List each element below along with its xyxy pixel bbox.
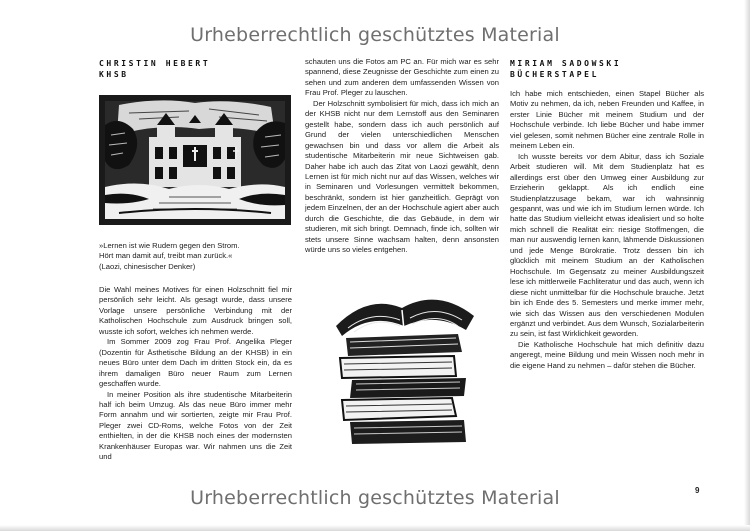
quote-line-2: Hört man damit auf, treibt man zurück.«	[99, 251, 233, 261]
left-paragraph-3: In meiner Position als ihre studentische Mitarbeiterin half ich beim Umzug. Als das neue Büro immer mehr Form annahm und wir sortierten, zeigte mir Frau Prof. Pleger zwei CD-Roms, welche Fotos von der Zeit enthielten, in der die KHSB noch eines der modernsten Krankenhäuser Europas war. Wir nahmen uns die Zeit und	[99, 389, 292, 462]
page-number: 9	[695, 486, 700, 495]
quote-line-3: (Laozi, chinesischer Denker)	[99, 261, 196, 271]
woodcut-building-image	[99, 95, 291, 225]
left-paragraph-1: Die Wahl meines Motives für einen Holzschnitt fiel mir persönlich sehr leicht. Als gesagt wurde, dass unsere Vorlage unsere persönliche Verbindung mit der Katholischen Hochschule zum Ausdruck bringen soll, wusste ich sofort, welches ich nehmen werde.	[99, 285, 292, 336]
watermark-bottom: Urheberrechtlich geschütztes Material	[190, 487, 560, 509]
middle-body-text	[305, 57, 499, 256]
right-paragraph-1: Ich habe mich entschieden, einen Stapel Bücher als Motiv zu nehmen, da ich, neben Freunden und Kaffee, in erster Linie Bücher mit meinem Studium und der Hochschule verbinde. Ich liebe Bücher und habe immer viel gelesen, somit nehmen Bücher eine zentrale Rolle in meinem Leben ein.	[510, 89, 704, 151]
laozi-quote	[99, 241, 299, 272]
page-shadow-right	[744, 0, 750, 531]
right-author-heading	[510, 58, 621, 80]
middle-paragraph-2: Der Holzschnitt symbolisiert für mich, dass ich mich an der KHSB nicht nur dem Lernstoff aus den Seminaren gestellt habe, sondern dass ich auch persönlich auf Grund der vielen unterschiedlichen Menschen gewachsen bin und dass vor allem die Arbeit als studentische Mitarbeiterin mir neue Sichtweisen gab. Daher habe ich auch das Zitat von Laozi gewählt, denn Lernen ist für mich nicht nur auf das Wissen, welches wir in Seminaren und Vorlesungen vermittelt bekommen, beschränkt, sondern ist hier ganzheitlich. Geprägt von jedem Einzelnen, der an der Hochschule agiert aber auch durch die Geschichte, die das Gebäude, in dem wir studieren, mit sich bringt. Demnach, finde ich, sollten wir stets unsere Sinne wachsam halten, denn ansonsten würde uns so vieles entgehen.	[305, 98, 499, 255]
left-author-affiliation: KHSB	[99, 70, 129, 79]
right-body-text	[510, 89, 704, 371]
left-author-name: CHRISTIN HEBERT	[99, 59, 211, 68]
left-body-text	[99, 285, 292, 463]
woodcut-book-stack-image	[328, 286, 478, 448]
right-paragraph-2: Ich wusste bereits vor dem Abitur, dass ich Soziale Arbeit studieren will. Mit dem Studienplatz hat es allerdings erst über den Umweg einer Ausbildung zur Erzieherin geklappt. Als ich endlich eine Studienplatzzusage bekam, war ich wahnsinnig gespannt, was und wie ich im Studium lernen würde. Ich hatte das Studium vielleicht etwas idealisiert und so holte mich schnell die Realität ein: riesige Stoffmengen, die man nur auswendig lernen kann, lähmende Diskussionen und jede Menge Bürokratie. Trotz dessen bin ich glücklich mit meinem Studium an der Katholischen Hochschule. Im Gegensatz zu meiner Ausbildungszeit lese ich mittlerweile Fachliteratur und das auch, wenn ich diese nicht unmittelbar für die Hochschule brauche. Jetzt bin ich Ende des 5. Semesters und merke immer mehr, wie sich das Wissen aus den verschiedenen Modulen ergänzt und verbindet. Aus dem Wunsch, Sozialarbeiterin zu sein, ist fast Wirklichkeit geworden.	[510, 151, 704, 339]
page-shadow-bottom	[0, 525, 750, 531]
watermark-top: Urheberrechtlich geschütztes Material	[190, 24, 560, 46]
left-author-heading	[99, 58, 210, 80]
quote-line-1: »Lernen ist wie Rudern gegen den Strom.	[99, 241, 240, 250]
right-paragraph-3: Die Katholische Hochschule hat mich definitiv dazu angeregt, meine Bildung und mein Wissen noch mehr in die eigene Hand zu nehmen – dafür stehen die Bücher.	[510, 339, 704, 370]
right-author-name: MIRIAM SADOWSKI	[510, 59, 622, 68]
middle-paragraph-1: schauten uns die Fotos am PC an. Für mich war es sehr spannend, diese Zeugnisse der Geschichte zum einen zu sehen und zum anderen dem umfassenden Wissen von Frau Prof. Pleger zu lauschen.	[305, 57, 499, 98]
left-paragraph-2: Im Sommer 2009 zog Frau Prof. Angelika Pleger (Dozentin für Ästhetische Bildung an der KHSB) in ein neues Büro unter dem Dach im dritten Stock ein, da es ihrem damaligen Büro neuer Raum zum Lernen geschaffen wurde.	[99, 337, 292, 389]
right-artwork-title: BÜCHERSTAPEL	[510, 70, 599, 79]
